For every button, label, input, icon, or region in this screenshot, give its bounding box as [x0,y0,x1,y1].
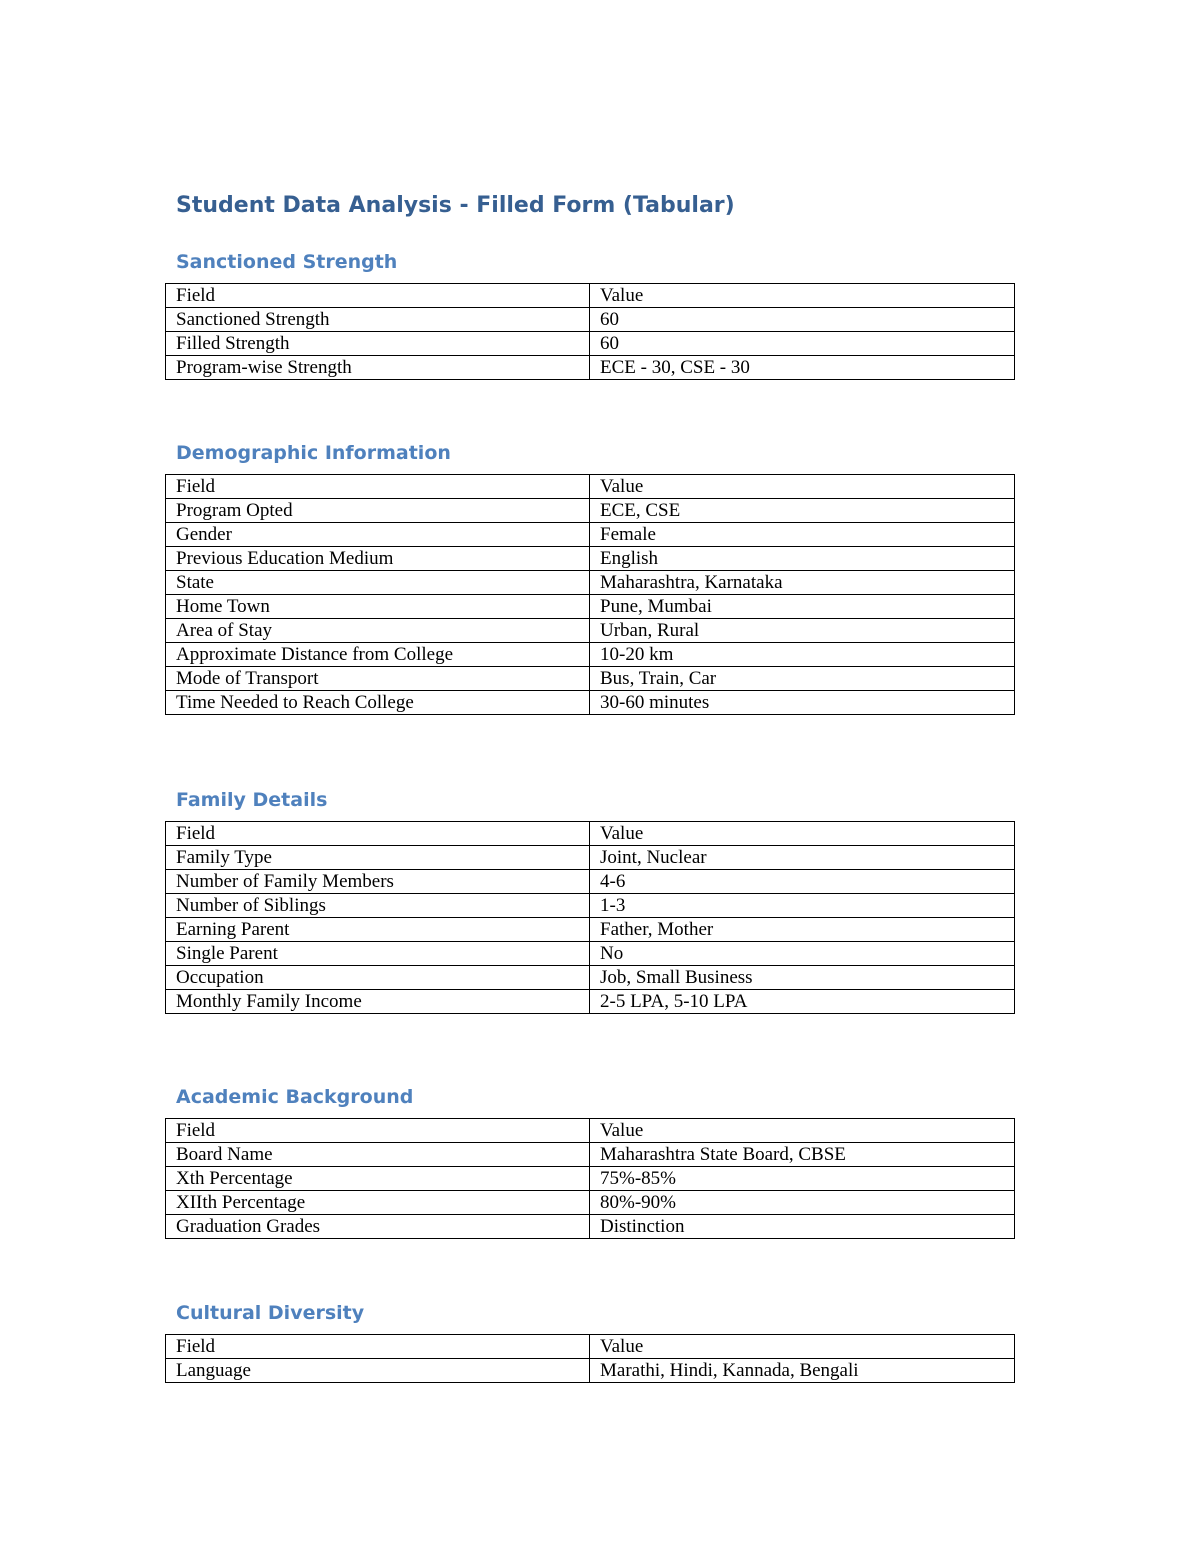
field-cell: Previous Education Medium [166,547,590,571]
academic-background-table [165,1118,1015,1239]
table-row [166,547,1015,571]
field-cell: Graduation Grades [166,1215,590,1239]
table-row [166,846,1015,870]
value-cell: Maharashtra, Karnataka [590,571,1015,595]
value-cell: Father, Mother [590,918,1015,942]
table-row [166,1215,1015,1239]
value-cell: 60 [590,308,1015,332]
value-cell: Maharashtra State Board, CBSE [590,1143,1015,1167]
table-row [166,1359,1015,1383]
value-cell: ECE - 30, CSE - 30 [590,356,1015,380]
field-cell: Program-wise Strength [166,356,590,380]
table-row [166,894,1015,918]
value-cell: Bus, Train, Car [590,667,1015,691]
table-header-row [166,822,1015,846]
value-cell: Job, Small Business [590,966,1015,990]
field-cell: Mode of Transport [166,667,590,691]
field-cell: Family Type [166,846,590,870]
field-cell: Occupation [166,966,590,990]
header-cell-field: Field [166,475,590,499]
field-cell: Program Opted [166,499,590,523]
field-cell: Xth Percentage [166,1167,590,1191]
field-cell: XIIth Percentage [166,1191,590,1215]
table-row [166,870,1015,894]
family-details-table [165,821,1015,1014]
field-cell: Number of Siblings [166,894,590,918]
table-row [166,499,1015,523]
value-cell: Distinction [590,1215,1015,1239]
header-cell-value: Value [590,284,1015,308]
header-cell-value: Value [590,1335,1015,1359]
table-row [166,595,1015,619]
field-cell: Sanctioned Strength [166,308,590,332]
table-row [166,523,1015,547]
table-row [166,918,1015,942]
table-header-row [166,1335,1015,1359]
header-cell-field: Field [166,284,590,308]
header-cell-value: Value [590,822,1015,846]
section-cultural-diversity [165,1298,1014,1383]
table-row [166,1167,1015,1191]
section-demographic-information [165,438,1014,715]
value-cell: 30-60 minutes [590,691,1015,715]
table-row [166,571,1015,595]
sanctioned-strength-table [165,283,1015,380]
table-row [166,356,1015,380]
table-header-row [166,475,1015,499]
value-cell: 75%-85% [590,1167,1015,1191]
value-cell: No [590,942,1015,966]
header-cell-field: Field [166,1335,590,1359]
field-cell: Single Parent [166,942,590,966]
value-cell: Female [590,523,1015,547]
header-cell-field: Field [166,1119,590,1143]
value-cell: 80%-90% [590,1191,1015,1215]
section-heading: Cultural Diversity [176,1302,365,1324]
table-row [166,966,1015,990]
header-cell-value: Value [590,1119,1015,1143]
section-heading: Academic Background [176,1086,414,1108]
value-cell: Marathi, Hindi, Kannada, Bengali [590,1359,1015,1383]
table-header-row [166,1119,1015,1143]
section-heading: Sanctioned Strength [176,251,398,273]
field-cell: Earning Parent [166,918,590,942]
field-cell: State [166,571,590,595]
header-cell-field: Field [166,822,590,846]
table-header-row [166,284,1015,308]
field-cell: Time Needed to Reach College [166,691,590,715]
field-cell: Gender [166,523,590,547]
value-cell: Joint, Nuclear [590,846,1015,870]
table-row [166,691,1015,715]
value-cell: English [590,547,1015,571]
table-row [166,643,1015,667]
cultural-diversity-table [165,1334,1015,1383]
table-row [166,667,1015,691]
field-cell: Board Name [166,1143,590,1167]
section-sanctioned-strength [165,247,1014,380]
value-cell: ECE, CSE [590,499,1015,523]
field-cell: Approximate Distance from College [166,643,590,667]
value-cell: 1-3 [590,894,1015,918]
field-cell: Filled Strength [166,332,590,356]
value-cell: 4-6 [590,870,1015,894]
document-title: Student Data Analysis - Filled Form (Tabular) [176,193,735,218]
table-row [166,332,1015,356]
table-row [166,619,1015,643]
field-cell: Monthly Family Income [166,990,590,1014]
value-cell: Pune, Mumbai [590,595,1015,619]
value-cell: Urban, Rural [590,619,1015,643]
section-academic-background [165,1082,1014,1239]
field-cell: Area of Stay [166,619,590,643]
section-heading: Family Details [176,789,328,811]
table-row [166,1143,1015,1167]
table-row [166,1191,1015,1215]
table-row [166,990,1015,1014]
demographic-information-table [165,474,1015,715]
field-cell: Home Town [166,595,590,619]
section-family-details [165,785,1014,1014]
value-cell: 10-20 km [590,643,1015,667]
table-row [166,942,1015,966]
table-row [166,308,1015,332]
field-cell: Number of Family Members [166,870,590,894]
field-cell: Language [166,1359,590,1383]
value-cell: 2-5 LPA, 5-10 LPA [590,990,1015,1014]
header-cell-value: Value [590,475,1015,499]
section-heading: Demographic Information [176,442,451,464]
value-cell: 60 [590,332,1015,356]
